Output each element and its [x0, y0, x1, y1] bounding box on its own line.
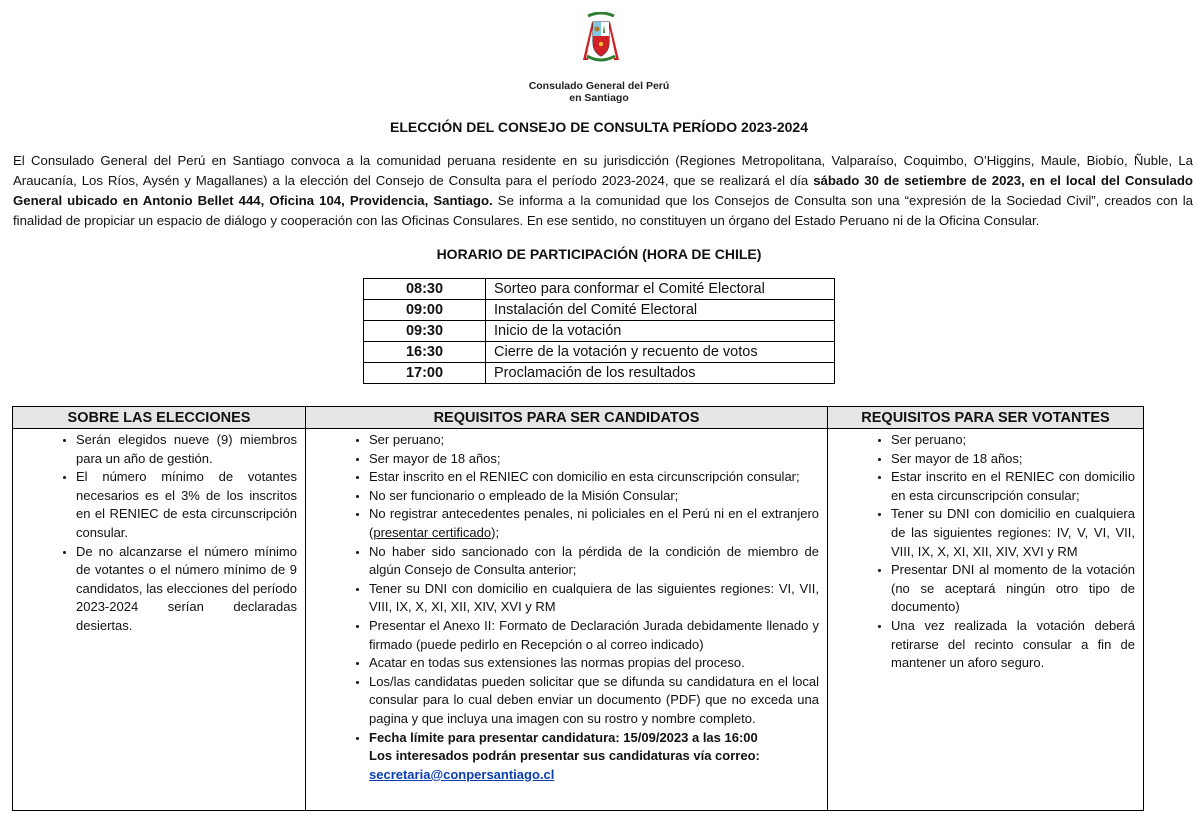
- elections-list: [13, 431, 297, 636]
- schedule-desc: Instalación del Comité Electoral: [486, 300, 835, 321]
- schedule-row: [364, 363, 835, 384]
- list-item: • El número mínimo de votantes necesarios es el 3% de los inscritos en el RENIEC de esta circunscripción consular.: [76, 468, 297, 542]
- schedule-desc: Cierre de la votación y recuento de votos: [486, 342, 835, 363]
- candidates-list: [306, 431, 819, 784]
- schedule-title: HORARIO DE PARTICIPACIÓN (HORA DE CHILE): [436, 246, 762, 262]
- schedule-time: 09:30: [364, 321, 486, 342]
- list-item: [369, 729, 819, 785]
- requirements-table: [12, 406, 1144, 811]
- record-text-a: No registrar antecedentes penales, ni policiales en el Perú ni en el extranjero (: [369, 506, 819, 540]
- schedule-desc: Proclamación de los resultados: [486, 363, 835, 384]
- schedule-time: 09:00: [364, 300, 486, 321]
- elections-cell: [13, 429, 306, 811]
- consulate-name-line1: Consulado General del Perú: [528, 80, 670, 92]
- schedule-time: 16:30: [364, 342, 486, 363]
- list-item: • Los/las candidatas pueden solicitar que se difunda su candidatura en el local consular para lo cual deben enviar un documento (PDF) que no exceda una pagina y que incluya una imagen con su rostro y nombre completo.: [369, 673, 819, 729]
- list-item: • Ser mayor de 18 años;: [369, 450, 819, 469]
- schedule-row: [364, 342, 835, 363]
- intro-text-2: Se informa a la comunidad que los Consejos de Consulta son una “expresión de la Sociedad Civil”, creados con la finalidad de propiciar un espacio de diálogo y cooperación con las Oficinas Consulares. En ese sentido, no constituyen un órgano del Estado Peruano ni de la Oficina Consular.: [13, 193, 1193, 228]
- list-item: [369, 505, 819, 542]
- list-item: • Presentar DNI al momento de la votación (no se aceptará ningún otro tipo de documento): [891, 561, 1135, 617]
- page-title: ELECCIÓN DEL CONSEJO DE CONSULTA PERÍODO 2023-2024: [389, 119, 809, 135]
- list-item: • Serán elegidos nueve (9) miembros para un año de gestión.: [76, 431, 297, 468]
- record-text-b: );: [491, 524, 500, 540]
- list-item: • De no alcanzarse el número mínimo de votantes o el número mínimo de 9 candidatos, las elecciones del período 2023-2024 serían declaradas desiertas.: [76, 543, 297, 636]
- intro-bold-venue: sábado 30 de setiembre de 2023, en el local del Consulado General ubicado en Antonio Bellet 444, Oficina 104, Providencia, Santiago.: [13, 173, 1193, 208]
- consulate-name-line2: en Santiago: [569, 92, 629, 104]
- email-link[interactable]: secretaria@conpersantiago.cl: [369, 766, 555, 782]
- list-item: • Acatar en todas sus extensiones las normas propias del proceso.: [369, 654, 819, 673]
- peru-coat-of-arms-icon: [578, 12, 624, 64]
- list-item: • No ser funcionario o empleado de la Misión Consular;: [369, 487, 819, 506]
- list-item: • Ser peruano;: [369, 431, 819, 450]
- column-header-elections: SOBRE LAS ELECCIONES: [13, 407, 306, 429]
- schedule-time: 08:30: [364, 279, 486, 300]
- column-header-candidates: REQUISITOS PARA SER CANDIDATOS: [306, 407, 828, 429]
- list-item: • Tener su DNI con domicilio en cualquiera de las siguientes regiones: VI, VII, VIII, IX, X, XI, XII, XIV, XVI y RM: [369, 580, 819, 617]
- candidates-cell: [306, 429, 828, 811]
- list-item: • No haber sido sancionado con la pérdida de la condición de miembro de algún Consejo de Consulta anterior;: [369, 543, 819, 580]
- schedule-table: [363, 278, 835, 384]
- list-item: • Ser peruano;: [891, 431, 1135, 450]
- intro-paragraph: [13, 151, 1193, 231]
- certificate-link[interactable]: presentar certificado: [373, 524, 492, 540]
- list-item: • Estar inscrito en el RENIEC con domicilio en esta circunscripción consular;: [369, 468, 819, 487]
- schedule-desc: Sorteo para conformar el Comité Electoral: [486, 279, 835, 300]
- list-item: • Ser mayor de 18 años;: [891, 450, 1135, 469]
- list-item: • Presentar el Anexo II: Formato de Declaración Jurada debidamente llenado y firmado (puede pedirlo en Recepción o al correo indicado): [369, 617, 819, 654]
- schedule-row: [364, 321, 835, 342]
- schedule-time: 17:00: [364, 363, 486, 384]
- schedule-desc: Inicio de la votación: [486, 321, 835, 342]
- schedule-row: [364, 279, 835, 300]
- list-item: • Una vez realizada la votación deberá retirarse del recinto consular a fin de mantener un aforo seguro.: [891, 617, 1135, 673]
- column-header-voters: REQUISITOS PARA SER VOTANTES: [828, 407, 1144, 429]
- list-item: • Estar inscrito en el RENIEC con domicilio en esta circunscripción consular;: [891, 468, 1135, 505]
- email-note: Los interesados podrán presentar sus candidaturas vía correo:: [369, 748, 760, 764]
- schedule-row: [364, 300, 835, 321]
- voters-cell: [828, 429, 1144, 811]
- voters-list: [828, 431, 1135, 673]
- list-item: • Tener su DNI con domicilio en cualquiera de las siguientes regiones: IV, V, VI, VII, VIII, IX, X, XI, XII, XIV, XVI y RM: [891, 505, 1135, 561]
- intro-text-1: El Consulado General del Perú en Santiago convoca a la comunidad peruana residente en su jurisdicción (Regiones Metropolitana, Valparaíso, Coquimbo, O’Higgins, Maule, Biobío, Ñuble, La Araucanía, Los Ríos, Aysén y Magallanes) a la elección del Consejo de Consulta para el período 2023-2024, que se realizará el día: [13, 153, 1193, 188]
- deadline-text: Fecha límite para presentar candidatura: 15/09/2023 a las 16:00: [369, 729, 758, 745]
